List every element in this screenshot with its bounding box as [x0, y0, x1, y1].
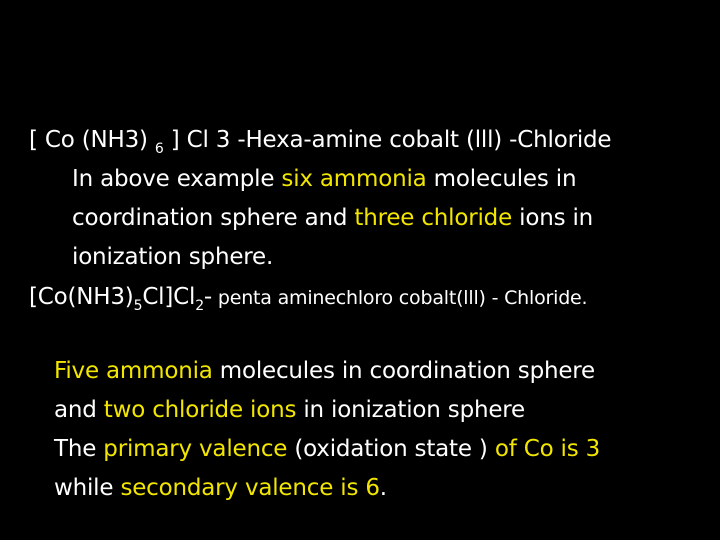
- text: ionization sphere.: [72, 244, 274, 270]
- text: The: [54, 436, 104, 462]
- explanation-line-4: [54, 357, 595, 385]
- text: and: [54, 397, 104, 423]
- formula-text: [ Co (NH3): [29, 127, 155, 153]
- highlight-text: six ammonia: [281, 166, 427, 192]
- highlight-text: primary valence: [103, 436, 288, 462]
- text: (oxidation state ): [287, 436, 495, 462]
- text: molecules in coordination sphere: [212, 358, 596, 384]
- text: while: [54, 475, 121, 501]
- explanation-line-6: [54, 435, 600, 463]
- explanation-line-1: [72, 165, 576, 193]
- highlight-text: of Co is 3: [494, 436, 601, 462]
- explanation-line-5: [54, 396, 525, 424]
- formula-line-hexaamine: [29, 126, 611, 163]
- highlight-text: Five ammonia: [54, 358, 213, 384]
- formula-text: [Co(NH3): [29, 284, 134, 310]
- formula-line-pentaamine: [29, 283, 587, 320]
- text: In above example: [72, 166, 282, 192]
- formula-name: penta aminechloro cobalt(lll) - Chloride.: [212, 287, 588, 309]
- subscript: 5: [133, 298, 143, 314]
- subscript: 6: [154, 141, 164, 157]
- formula-text: -: [203, 284, 213, 310]
- highlight-text: three chloride: [354, 205, 513, 231]
- text: in ionization sphere: [296, 397, 525, 423]
- explanation-line-2: [72, 204, 593, 232]
- subscript: 2: [195, 298, 204, 314]
- text: ions in: [512, 205, 594, 231]
- highlight-text: secondary valence is 6: [120, 475, 380, 501]
- formula-text: Cl]Cl: [142, 284, 196, 310]
- formula-name: ] Cl 3 -Hexa-amine cobalt (lll) -Chloride: [163, 127, 612, 153]
- explanation-line-7: [54, 474, 387, 502]
- explanation-line-3: [72, 243, 273, 271]
- text: .: [379, 475, 387, 501]
- text: molecules in: [426, 166, 577, 192]
- text: coordination sphere and: [72, 205, 355, 231]
- highlight-text: two chloride ions: [103, 397, 297, 423]
